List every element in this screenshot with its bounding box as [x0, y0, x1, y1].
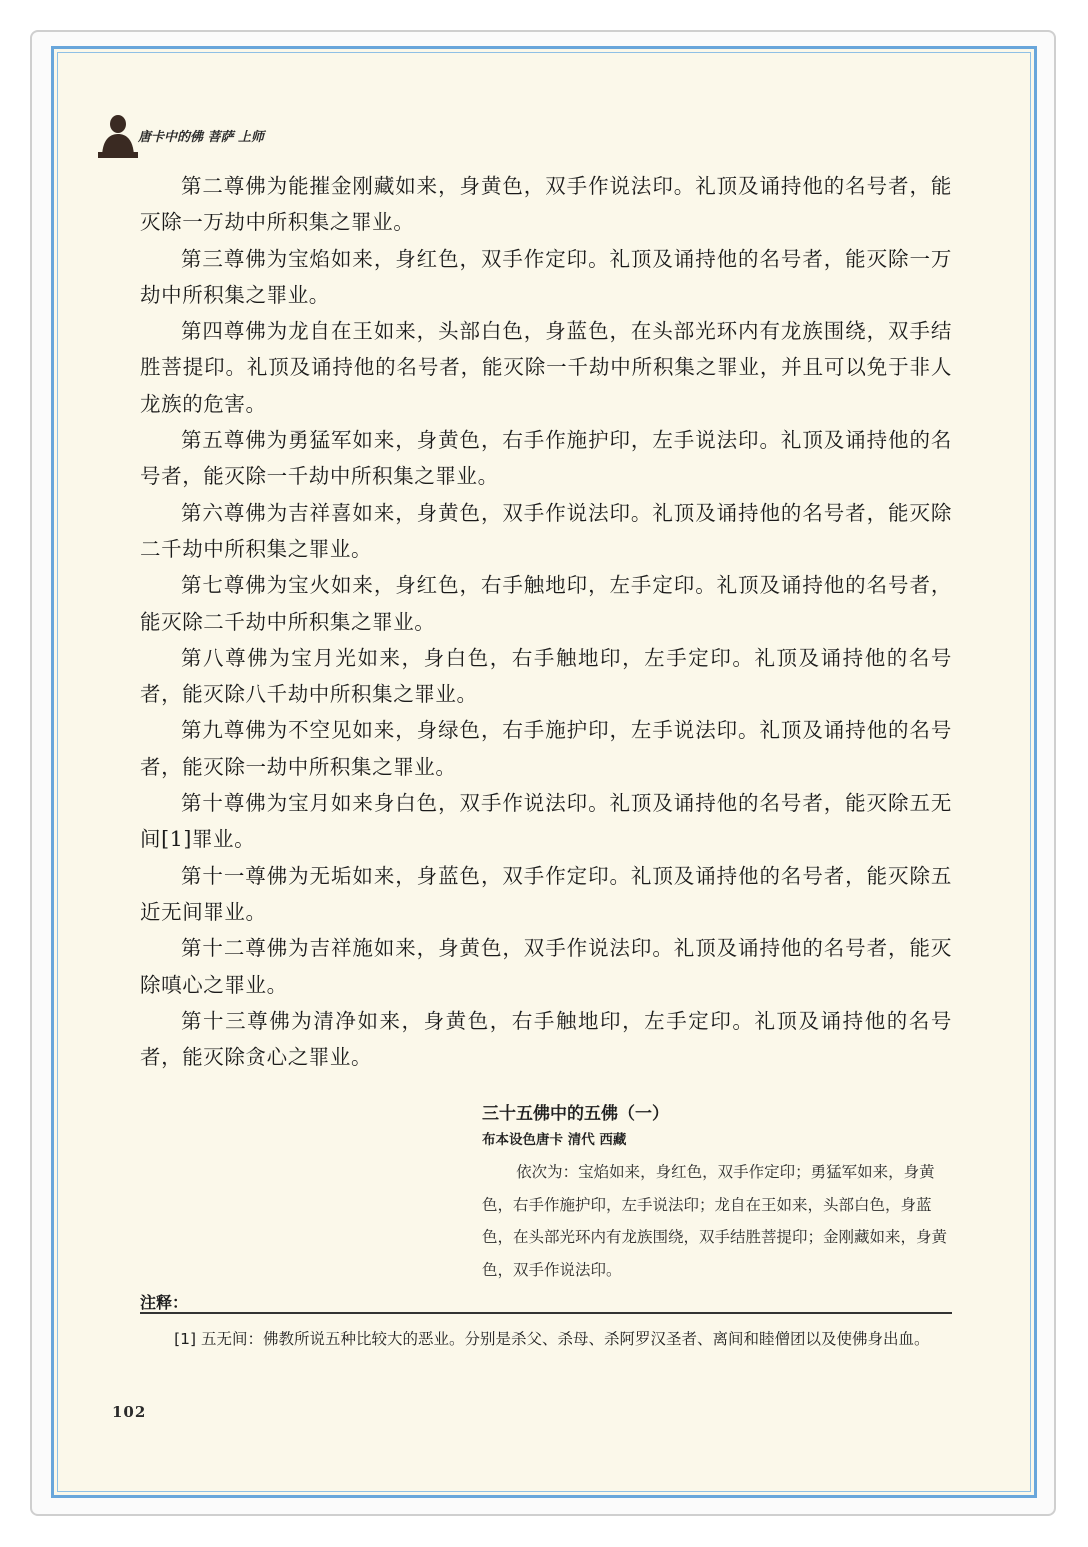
- main-text: [140, 168, 952, 1075]
- footnote: [1] 五无间：佛教所说五种比较大的恶业。分别是杀父、杀母、杀阿罗汉圣者、离间和睦僧团以及使佛身出血。: [174, 1330, 930, 1348]
- paragraph: 第十一尊佛为无垢如来，身蓝色，双手作定印。礼顶及诵持他的名号者，能灭除五近无间罪业。: [140, 863, 952, 924]
- caption-title: 三十五佛中的五佛（一）: [482, 1104, 669, 1124]
- paragraph: 第十三尊佛为清净如来，身黄色，右手触地印，左手定印。礼顶及诵持他的名号者，能灭除贪心之罪业。: [140, 1008, 952, 1070]
- paragraph: 第七尊佛为宝火如来，身红色，右手触地印，左手定印。礼顶及诵持他的名号者，能灭除二千劫中所积集之罪业。: [140, 573, 952, 634]
- paragraph: 第四尊佛为龙自在王如来，头部白色，身蓝色，在头部光环内有龙族围绕，双手结胜菩提印。礼顶及诵持他的名号者，能灭除一千劫中所积集之罪业，并且可以免于非人龙族的危害。: [140, 319, 952, 416]
- paragraph: 第十尊佛为宝月如来身白色，双手作说法印。礼顶及诵持他的名号者，能灭除五无间[1]罪业。: [140, 791, 952, 852]
- paragraph: 第六尊佛为吉祥喜如来，身黄色，双手作说法印。礼顶及诵持他的名号者，能灭除二千劫中所积集之罪业。: [140, 500, 952, 561]
- paragraph: 第八尊佛为宝月光如来，身白色，右手触地印，左手定印。礼顶及诵持他的名号者，能灭除八千劫中所积集之罪业。: [140, 645, 952, 707]
- paragraph: 第二尊佛为能摧金刚藏如来，身黄色，双手作说法印。礼顶及诵持他的名号者，能灭除一万劫中所积集之罪业。: [140, 174, 952, 235]
- paragraph: 第五尊佛为勇猛军如来，身黄色，右手作施护印，左手说法印。礼顶及诵持他的名号者，能灭除一千劫中所积集之罪业。: [140, 428, 952, 489]
- paragraph: 第九尊佛为不空见如来，身绿色，右手施护印，左手说法印。礼顶及诵持他的名号者，能灭除一劫中所积集之罪业。: [140, 718, 952, 779]
- paragraph: 第三尊佛为宝焰如来，身红色，双手作定印。礼顶及诵持他的名号者，能灭除一万劫中所积集之罪业。: [140, 246, 952, 307]
- notes-heading: 注释：: [140, 1293, 189, 1312]
- figure-caption: [482, 1100, 954, 1286]
- paragraph: 第十二尊佛为吉祥施如来，身黄色，双手作说法印。礼顶及诵持他的名号者，能灭除嗔心之罪业。: [140, 936, 952, 997]
- running-header-title: 唐卡中的佛 菩萨 上师: [138, 130, 265, 145]
- caption-description: 依次为：宝焰如来，身红色，双手作定印；勇猛军如来，身黄色，右手作施护印，左手说法印；龙自在王如来，头部白色，身蓝色，在头部光环内有龙族围绕，双手结胜菩提印；金刚藏如来，身黄色，双手作说法印。: [482, 1163, 948, 1279]
- page-number: 102: [112, 1403, 147, 1421]
- notes-divider: [140, 1312, 952, 1314]
- caption-subtitle: 布本设色唐卡 清代 西藏: [482, 1132, 627, 1148]
- monk-silhouette-icon: [98, 112, 138, 158]
